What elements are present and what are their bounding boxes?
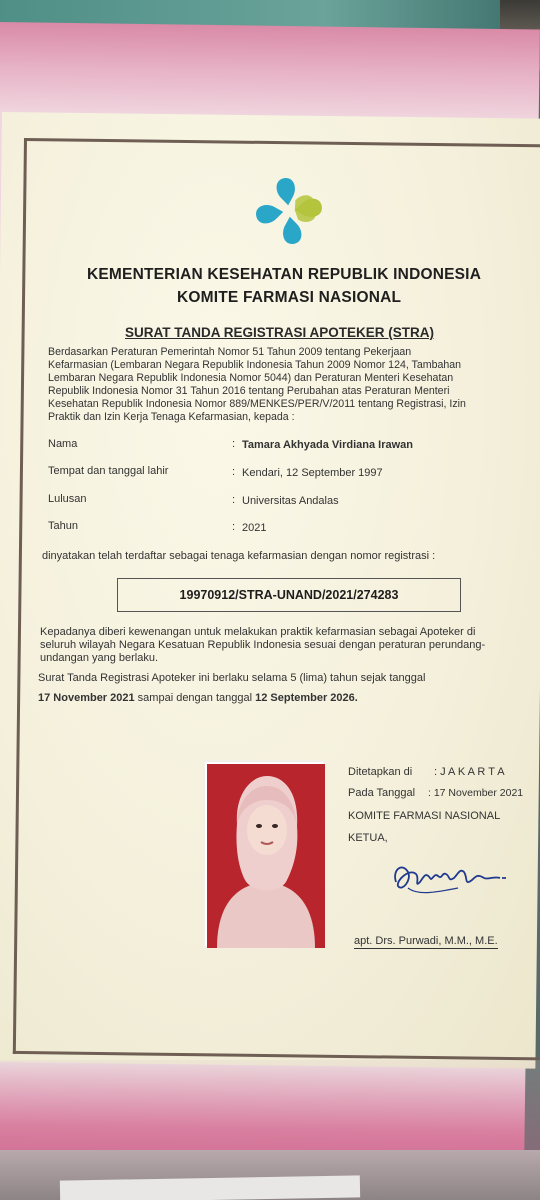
preamble-line: Kesehatan Republik Indonesia Nomor 889/MENKES/PER/V/2011 tentang Registrasi, Izin: [48, 398, 466, 410]
field-value-tahun: 2021: [242, 522, 267, 534]
registration-number: 19970912/STRA-UNAND/2021/274283: [179, 588, 399, 602]
place-label: Ditetapkan di: [348, 766, 413, 778]
holder-photo: [203, 760, 325, 948]
field-separator: :: [232, 466, 236, 478]
preamble-line: Berdasarkan Peraturan Pemerintah Nomor 51 Tahun 2009 tentang Pekerjaan: [48, 346, 412, 358]
preamble-line: Praktik dan Izin Kerja Tenaga Kefarmasian, kepada :: [48, 411, 295, 423]
field-value-ttl: Kendari, 12 September 1997: [242, 467, 383, 479]
preamble-line: Kefarmasian (Lembaran Negara Republik Indonesia Tahun 2009 Nomor 124, Tambahan: [48, 359, 462, 371]
signature-icon: [388, 852, 518, 902]
document-title: SURAT TANDA REGISTRASI APOTEKER (STRA): [125, 325, 434, 340]
ministry-name: KEMENTERIAN KESEHATAN REPUBLIK INDONESIA: [87, 266, 482, 283]
valid-from-date: 17 November 2021: [38, 692, 135, 704]
validity-connector: sampai dengan tanggal: [134, 692, 256, 704]
field-label-tahun: Tahun: [48, 520, 78, 532]
authority-line: undangan yang berlaku.: [40, 652, 159, 664]
registration-number-box: [117, 578, 461, 612]
field-separator: :: [232, 494, 236, 506]
signatory-name: apt. Drs. Purwadi, M.M., M.E.: [354, 935, 498, 947]
field-label-lulusan: Lulusan: [48, 493, 87, 505]
preamble-line: Republik Indonesia Nomor 31 Tahun 2016 tentang Perubahan atas Peraturan Menteri: [48, 385, 450, 397]
valid-to-date: 12 September 2026.: [255, 692, 358, 704]
issue-date: : 17 November 2021: [428, 787, 524, 799]
field-separator: :: [232, 521, 236, 533]
ministry-logo-icon: [250, 172, 328, 250]
validity-period: [38, 692, 358, 705]
issuer-name: KOMITE FARMASI NASIONAL: [348, 810, 501, 822]
field-value-lulusan: Universitas Andalas: [242, 495, 339, 507]
field-label-nama: Nama: [48, 438, 78, 450]
field-label-ttl: Tempat dan tanggal lahir: [48, 465, 169, 477]
preamble-line: Lembaran Negara Republik Indonesia Nomor 5044) dan Peraturan Menteri Kesehatan: [48, 372, 454, 384]
field-value-nama: Tamara Akhyada Virdiana Irawan: [242, 439, 413, 451]
validity-statement: Surat Tanda Registrasi Apoteker ini berlaku selama 5 (lima) tahun sejak tanggal: [38, 672, 426, 684]
committee-name: KOMITE FARMASI NASIONAL: [177, 289, 402, 306]
date-label: Pada Tanggal: [348, 787, 416, 799]
place-value: : J A K A R T A: [434, 766, 505, 778]
authority-line: seluruh wilayah Negara Kesatuan Republik Indonesia sesuai dengan peraturan perundang-: [40, 639, 486, 651]
portrait-image: [207, 764, 325, 948]
sleeve-reflection: [0, 1060, 540, 1155]
paper-scrap: [60, 1175, 360, 1200]
field-separator: :: [232, 438, 236, 450]
authority-line: Kepadanya diberi kewenangan untuk melakukan praktik kefarmasian sebagai Apoteker di: [40, 626, 476, 638]
registration-statement: dinyatakan telah terdaftar sebagai tenaga kefarmasian dengan nomor registrasi :: [42, 550, 436, 562]
issuer-role: KETUA,: [348, 832, 388, 844]
